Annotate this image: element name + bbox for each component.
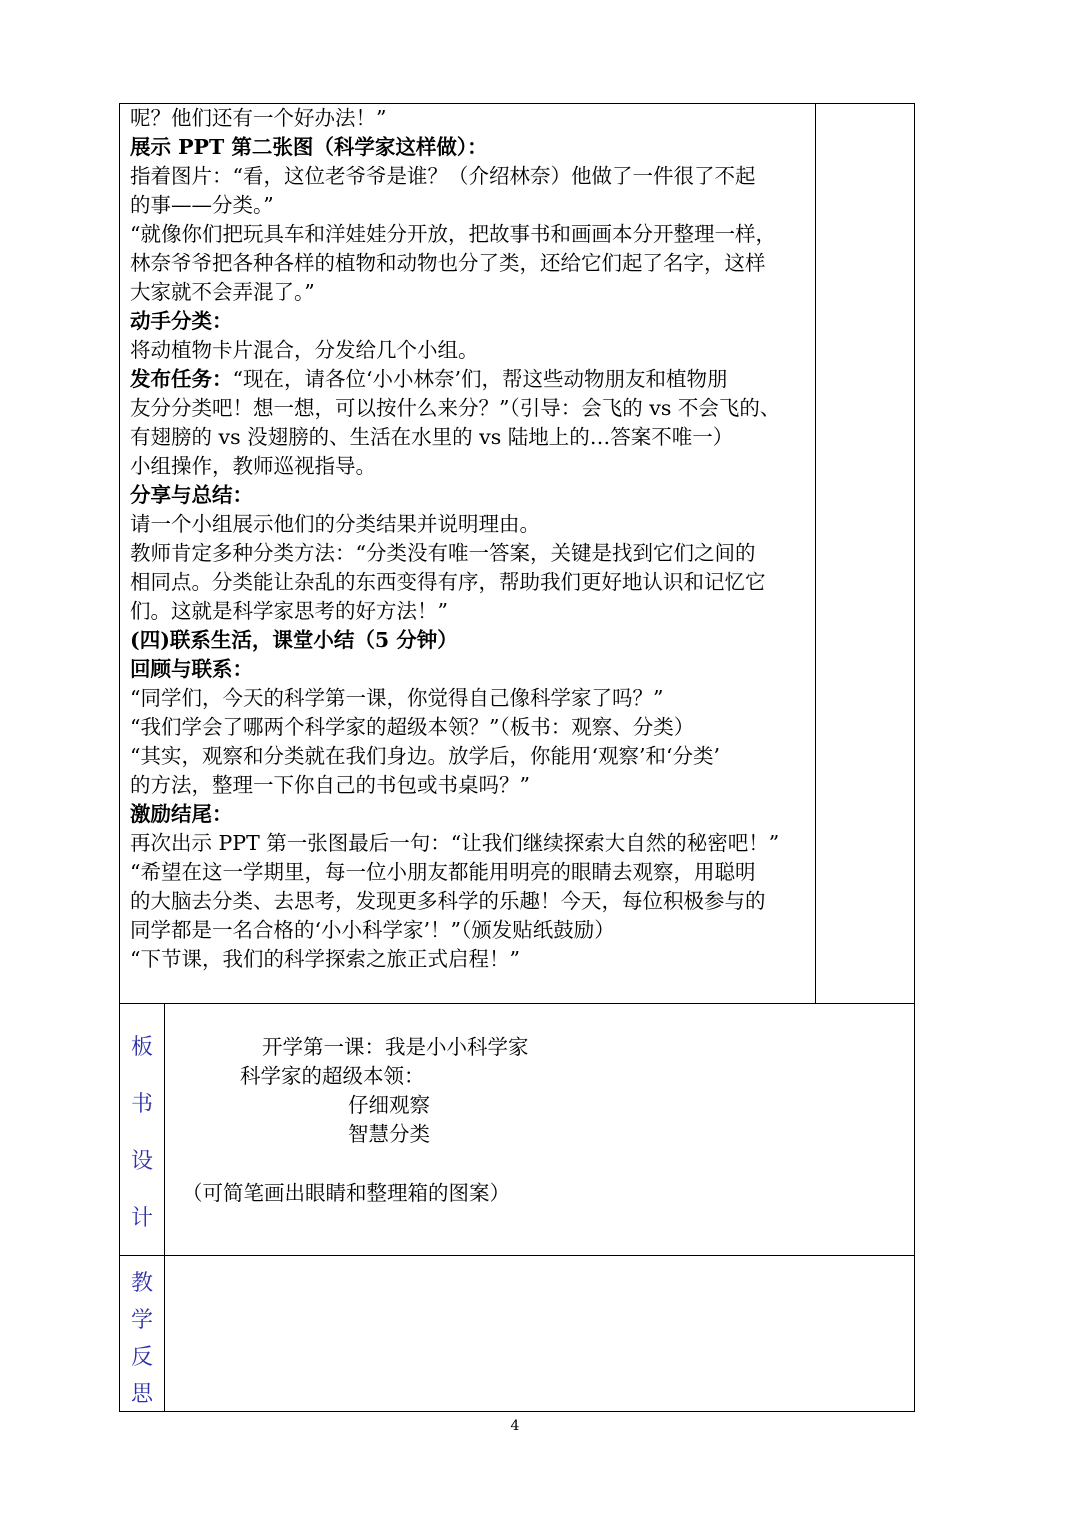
table-border-left bbox=[119, 103, 120, 1412]
process-line: 呢？他们还有一个好办法！” bbox=[130, 106, 387, 130]
table-row-divider-2 bbox=[119, 1255, 915, 1256]
process-line: 动手分类： bbox=[130, 309, 233, 333]
process-line: 相同点。分类能让杂乱的东西变得有序，帮助我们更好地认识和记忆它 bbox=[130, 570, 766, 594]
reflection-label-char: 教 bbox=[130, 1271, 153, 1296]
process-line-body: “现在，请各位‘小小林奈’们，帮这些动物朋友和植物朋 bbox=[232, 367, 728, 391]
table-divider-process-right bbox=[815, 103, 816, 1003]
board-design-label bbox=[122, 1030, 162, 1230]
process-line: 林奈爷爷把各种各样的植物和动物也分了类，还给它们起了名字，这样 bbox=[130, 251, 766, 275]
process-line: 同学都是一名合格的‘小小科学家’！”（颁发贴纸鼓励） bbox=[130, 918, 615, 942]
table-border-right bbox=[914, 103, 915, 1412]
process-line bbox=[130, 365, 810, 394]
board-item-observe: 仔细观察 bbox=[348, 1093, 430, 1117]
process-line: 有翅膀的 vs 没翅膀的、生活在水里的 vs 陆地上的…答案不唯一） bbox=[130, 425, 734, 449]
process-line: 友分分类吧！想一想，可以按什么来分？”（引导：会飞的 vs 不会飞的、 bbox=[130, 396, 781, 420]
reflection-label-char: 学 bbox=[130, 1308, 153, 1333]
board-label-char: 板 bbox=[130, 1035, 153, 1060]
process-line: 小组操作，教师巡视指导。 bbox=[130, 454, 376, 478]
process-line: 展示 PPT 第二张图（科学家这样做）： bbox=[130, 135, 488, 159]
process-line: 再次出示 PPT 第一张图最后一句：“让我们继续探索大自然的秘密吧！” bbox=[130, 831, 780, 855]
process-line-heading: 发布任务： bbox=[130, 367, 233, 391]
board-item-classify: 智慧分类 bbox=[348, 1122, 430, 1146]
process-line: 分享与总结： bbox=[130, 483, 253, 507]
process-line: 将动植物卡片混合，分发给几个小组。 bbox=[130, 338, 479, 362]
reflection-label bbox=[122, 1266, 162, 1406]
board-label-char: 书 bbox=[130, 1092, 153, 1117]
process-line: “我们学会了哪两个科学家的超级本领？”（板书：观察、分类） bbox=[130, 715, 695, 739]
board-label-char: 计 bbox=[130, 1206, 153, 1231]
process-line: 教师肯定多种分类方法：“分类没有唯一答案，关键是找到它们之间的 bbox=[130, 541, 756, 565]
process-line: 指着图片：“看，这位老爷爷是谁？（介绍林奈）他做了一件很了不起 bbox=[130, 164, 756, 188]
table-label-column-divider bbox=[164, 1003, 165, 1412]
process-line: 们。这就是科学家思考的好方法！” bbox=[130, 599, 448, 623]
process-line: 的大脑去分类、去思考，发现更多科学的乐趣！今天，每位积极参与的 bbox=[130, 889, 766, 913]
table-row-divider-1 bbox=[119, 1003, 915, 1004]
process-line: “其实，观察和分类就在我们身边。放学后，你能用‘观察’和‘分类’ bbox=[130, 744, 721, 768]
reflection-label-char: 反 bbox=[130, 1345, 153, 1370]
board-subtitle: 科学家的超级本领： bbox=[240, 1064, 425, 1088]
process-line: (四)联系生活，课堂小结（5 分钟） bbox=[130, 628, 458, 652]
process-line: “就像你们把玩具车和洋娃娃分开放，把故事书和画画本分开整理一样， bbox=[130, 222, 776, 246]
board-label-char: 设 bbox=[130, 1149, 153, 1174]
process-line: 激励结尾： bbox=[130, 802, 233, 826]
board-title: 开学第一课：我是小小科学家 bbox=[262, 1035, 529, 1059]
teaching-process-text bbox=[130, 104, 810, 974]
process-line: 请一个小组展示他们的分类结果并说明理由。 bbox=[130, 512, 540, 536]
process-line: 的事——分类。” bbox=[130, 193, 274, 217]
process-line: “下节课，我们的科学探索之旅正式启程！” bbox=[130, 947, 520, 971]
process-line: “同学们，今天的科学第一课，你觉得自己像科学家了吗？” bbox=[130, 686, 664, 710]
process-line: 大家就不会弄混了。” bbox=[130, 280, 315, 304]
table-border-bottom bbox=[119, 1411, 915, 1412]
page-number: 4 bbox=[510, 1418, 520, 1434]
process-line: 回顾与联系： bbox=[130, 657, 253, 681]
board-note: （可简笔画出眼睛和整理箱的图案） bbox=[182, 1181, 510, 1205]
process-line: “希望在这一学期里，每一位小朋友都能用明亮的眼睛去观察，用聪明 bbox=[130, 860, 756, 884]
reflection-label-char: 思 bbox=[130, 1382, 153, 1407]
process-line: 的方法，整理一下你自己的书包或书桌吗？” bbox=[130, 773, 530, 797]
